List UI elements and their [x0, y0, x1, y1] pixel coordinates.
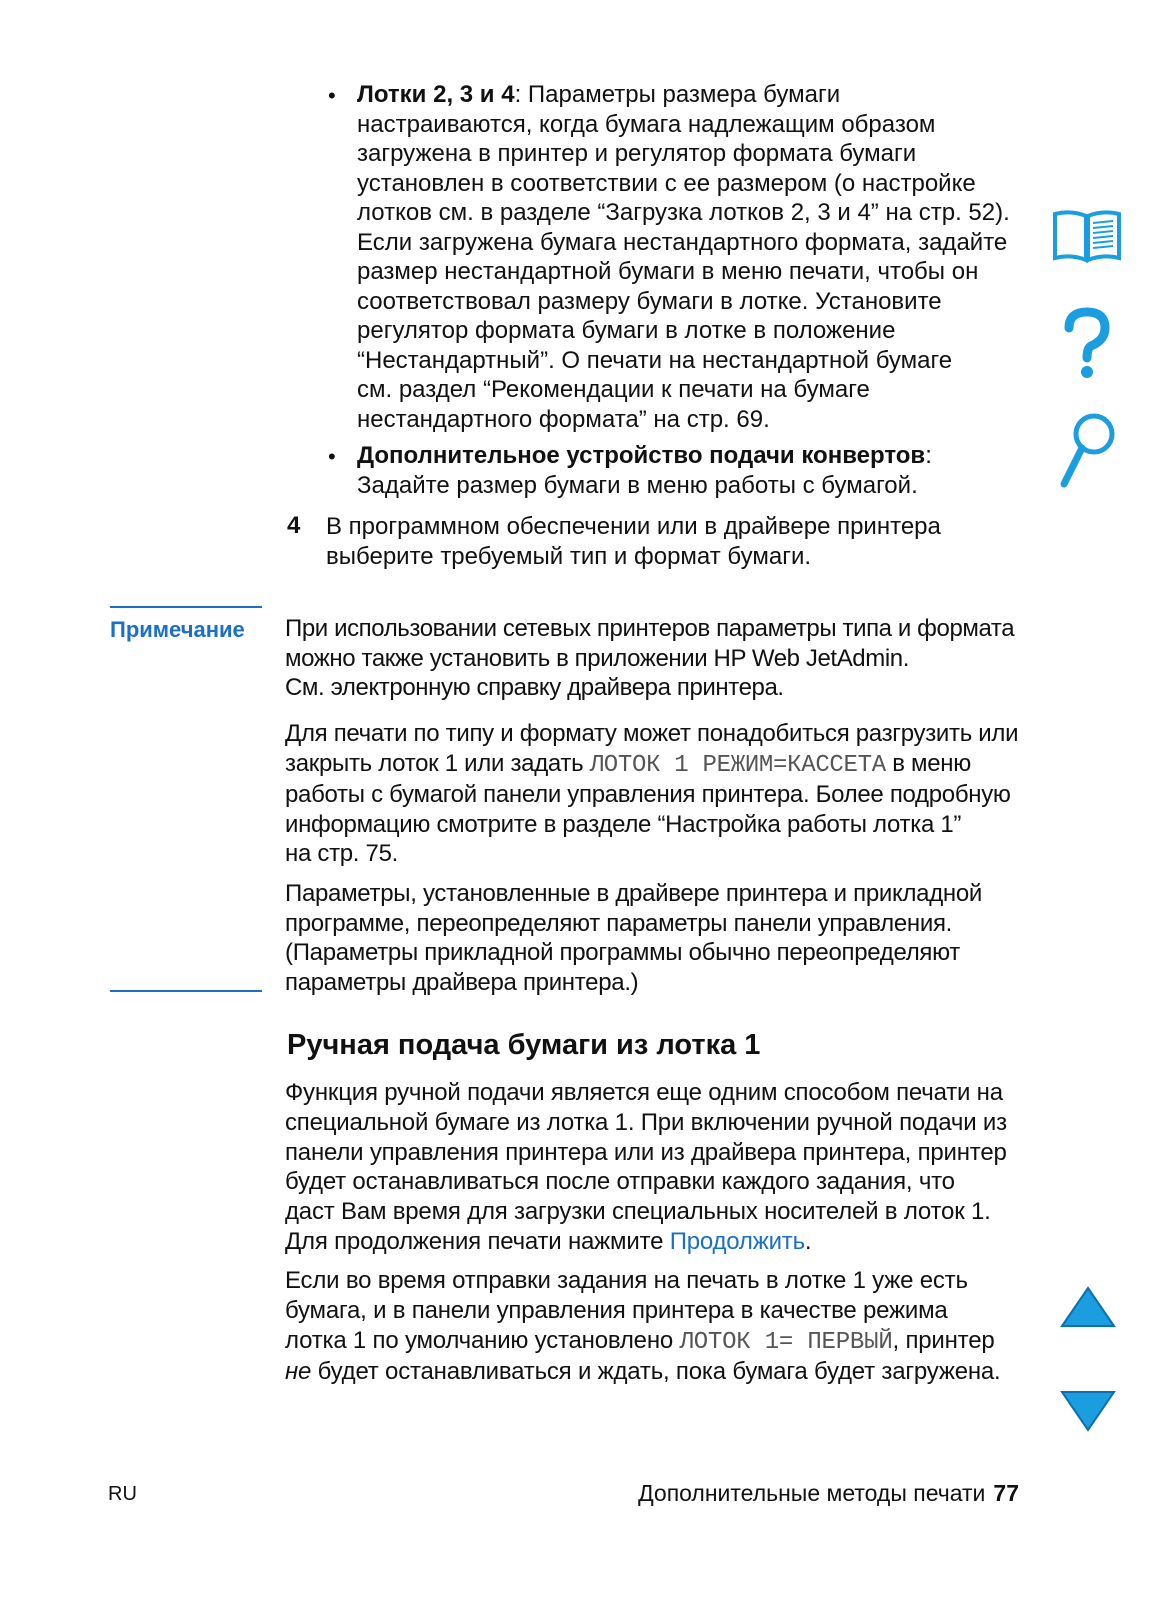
footer-page-number: 77: [993, 1480, 1019, 1506]
text-line: установлен в соответствии с ее размером (о настройке: [357, 169, 976, 197]
text-line: Задайте размер бумаги в меню работы с бумагой.: [357, 471, 918, 499]
text-line: : Параметры размера бумаги: [514, 81, 841, 108]
page-up-arrow-icon[interactable]: [1060, 1286, 1116, 1328]
control-panel-setting-code: ЛОТОК 1 РЕЖИМ=КАССЕТА: [589, 751, 886, 779]
text-fragment: , принтер: [892, 1326, 995, 1354]
text-fragment: Для продолжения печати нажмите: [285, 1227, 670, 1255]
text-line: параметры драйвера принтера.): [285, 968, 639, 996]
note-paragraph-3: [285, 879, 982, 997]
footer-chapter-title: Дополнительные методы печати: [638, 1480, 986, 1506]
note-bottom-rule: [110, 990, 262, 992]
text-fragment: лотка 1 по умолчанию установлено: [285, 1326, 680, 1354]
note-paragraph-2: [285, 719, 1018, 869]
text-line: :: [925, 442, 932, 469]
note-paragraph-1: [285, 614, 1014, 703]
step-number: 4: [287, 512, 301, 539]
text-line: на стр. 75.: [285, 840, 399, 867]
section-paragraph-2: [285, 1266, 1001, 1387]
text-line: можно также установить в приложении HP Web JetAdmin.: [285, 644, 909, 672]
text-line: информацию смотрите в разделе “Настройка работы лотка 1”: [285, 810, 962, 838]
text-line: Функция ручной подачи является еще одним способом печати на: [285, 1079, 1003, 1106]
text-line: При использовании сетевых принтеров параметры типа и формата: [285, 615, 1015, 642]
text-line: бумага, и в панели управления принтера в качестве режима: [285, 1296, 948, 1324]
text-fragment: в меню: [885, 749, 971, 777]
note-label: Примечание: [110, 617, 245, 642]
text-line: Если загружена бумага нестандартного формата, задайте: [357, 228, 1008, 256]
text-fragment: будет останавливаться и ждать, пока бумага будет загружена.: [311, 1358, 1001, 1386]
text-line: размер нестандартной бумаги в меню печати, чтобы он: [357, 258, 979, 285]
continue-key-label: Продолжить: [669, 1227, 805, 1255]
text-line: Для печати по типу и формату может понадобиться разгрузить или: [285, 720, 1019, 747]
text-line: выберите требуемый тип и формат бумаги.: [326, 542, 812, 570]
help-question-icon[interactable]: [1061, 306, 1113, 382]
text-fragment: .: [804, 1227, 812, 1255]
text-line: регулятор формата бумаги в лотке в положение: [357, 317, 896, 344]
text-line: будет останавливаться после отправки каждого задания, что: [285, 1168, 955, 1196]
book-icon[interactable]: [1051, 208, 1123, 266]
text-line: (Параметры прикладной программы обычно переопределяют: [285, 939, 960, 966]
footer-language: RU: [108, 1483, 137, 1505]
control-panel-setting-code: ЛОТОК 1= ПЕРВЫЙ: [679, 1328, 893, 1356]
bullet-bold-label: Дополнительное устройство подачи конвертов: [357, 442, 926, 469]
bullet-bold-label: Лотки 2, 3 и 4: [357, 81, 515, 108]
bullet-dot: •: [328, 83, 336, 108]
bullet-envelope-feeder: [357, 441, 932, 500]
text-fragment: закрыть лоток 1 или задать: [285, 749, 590, 777]
text-line: работы с бумагой панели управления принтера. Более подробную: [285, 781, 1011, 808]
bullet-dot: •: [328, 444, 336, 469]
text-line: даст Вам время для загрузки специальных носителей в лоток 1.: [285, 1198, 991, 1226]
step-text: [326, 512, 941, 571]
text-line: программе, переопределяют параметры панели управления.: [285, 909, 953, 937]
emphasis-text: не: [285, 1358, 312, 1386]
note-top-rule: [110, 606, 262, 608]
text-line: Если во время отправки задания на печать в лотке 1 уже есть: [285, 1267, 968, 1294]
section-heading: Ручная подача бумаги из лотка 1: [287, 1029, 761, 1061]
text-line: лотков см. в разделе “Загрузка лотков 2, 3 и 4” на стр. 52).: [357, 199, 1010, 226]
text-line: См. электронную справку драйвера принтера.: [285, 674, 784, 701]
search-magnifier-icon[interactable]: [1056, 410, 1118, 492]
text-line: см. раздел “Рекомендации к печати на бумаге: [357, 376, 870, 403]
text-line: загружена в принтер и регулятор формата бумаги: [357, 140, 917, 167]
text-line: “Нестандартный”. О печати на нестандартной бумаге: [357, 346, 953, 374]
bullet-trays-2-3-4: [357, 80, 1010, 434]
text-line: В программном обеспечении или в драйвере принтера: [326, 513, 941, 540]
page-down-arrow-icon[interactable]: [1060, 1390, 1116, 1432]
text-line: панели управления принтера или из драйвера принтера, принтер: [285, 1138, 1007, 1166]
text-line: соответствовал размеру бумаги в лотке. Установите: [357, 287, 942, 315]
footer-chapter-page: [638, 1480, 1019, 1507]
text-line: настраиваются, когда бумага надлежащим образом: [357, 110, 936, 138]
text-line: Параметры, установленные в драйвере принтера и прикладной: [285, 880, 983, 907]
text-line: специальной бумаге из лотка 1. При включении ручной подачи из: [285, 1108, 1007, 1136]
section-paragraph-1: [285, 1078, 1007, 1257]
text-line: нестандартного формата” на стр. 69.: [357, 405, 770, 433]
